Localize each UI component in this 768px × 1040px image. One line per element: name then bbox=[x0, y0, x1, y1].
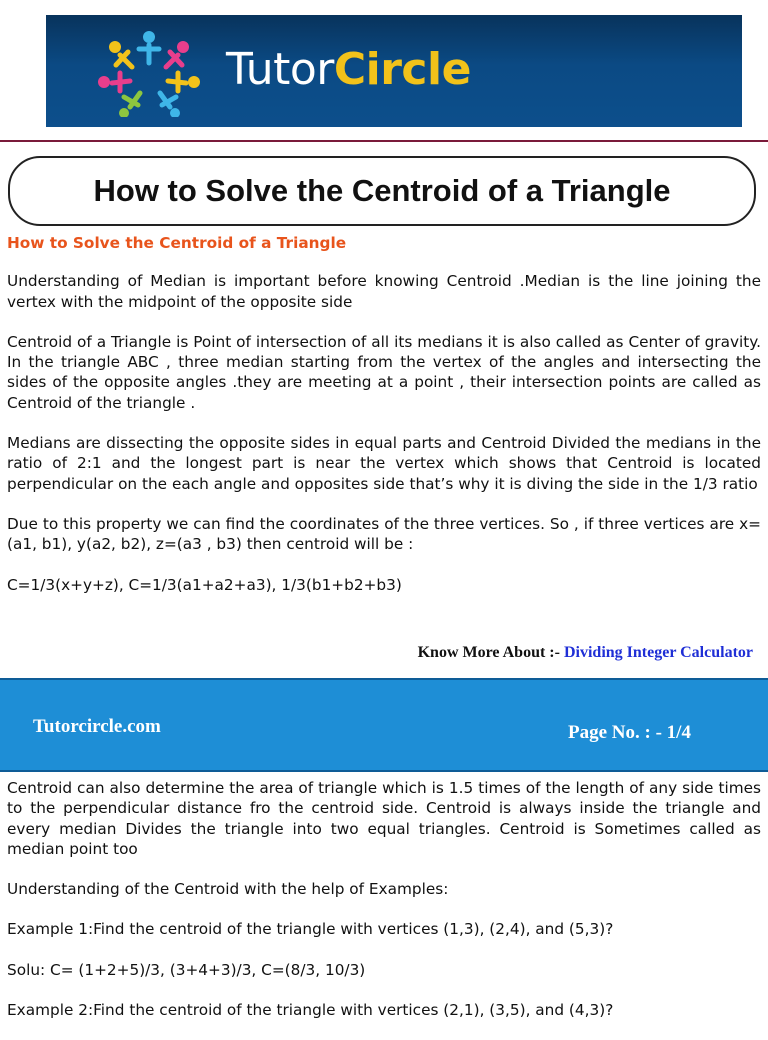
example-1: Example 1:Find the centroid of the triangle with vertices (1,3), (2,4), and (5,3)? bbox=[7, 920, 614, 939]
paragraph-area: Centroid can also determine the area of triangle which is 1.5 times of the length of any side times to the perpendicular distance fro the centroid side. Centroid is always inside the triangle and every median Divides the triangle into two equal triangles. Centroid is Sometimes called as median point too bbox=[7, 779, 761, 858]
centroid-formula: C=1/3(x+y+z), C=1/3(a1+a2+a3), 1/3(b1+b2+b3) bbox=[7, 575, 402, 594]
footer-site-name: Tutorcircle.com bbox=[33, 716, 161, 737]
section-subheading: How to Solve the Centroid of a Triangle bbox=[7, 234, 347, 252]
paragraph-median-ratio: Medians are dissecting the opposite sides in equal parts and Centroid Divided the medians in the ratio of 2:1 and the longest part is near the vertex which shows that Centroid is located perpendicular on the each angle and opposites side that’s why it is diving the side in the 1/3 ratio bbox=[7, 434, 761, 493]
know-more-link[interactable]: Dividing Integer Calculator bbox=[563, 644, 753, 661]
paragraph-centroid-definition: Centroid of a Triangle is Point of intersection of all its medians it is also called as Center of gravity. In the triangle ABC , three median starting from the vertex of the angles and intersecting the sides of the opposite angles .they are meeting at a point , their intersection points are called as Centroid of the triangle . bbox=[7, 332, 761, 412]
brand-name-part2: Circle bbox=[333, 44, 471, 95]
section-two bbox=[7, 778, 761, 1040]
example-2: Example 2:Find the centroid of the triangle with vertices (2,1), (3,5), and (4,3)? bbox=[7, 1001, 614, 1020]
brand-name-part1: Tutor bbox=[226, 44, 334, 95]
people-circle-logo-icon bbox=[82, 25, 216, 117]
paragraph-coordinates: Due to this property we can find the coordinates of the three vertices. So , if three vertices are x=(a1, b1), y(a2, b2), z=(a3 , b3) then centroid will be : bbox=[7, 514, 761, 554]
footer-bar bbox=[0, 678, 768, 772]
header-divider bbox=[0, 140, 768, 142]
know-more-line bbox=[0, 644, 753, 662]
page-title: How to Solve the Centroid of a Triangle bbox=[93, 173, 671, 208]
paragraph-examples-intro: Understanding of the Centroid with the help of Examples: bbox=[7, 880, 449, 899]
example-1-solution: Solu: C= (1+2+5)/3, (3+4+3)/3, C=(8/3, 10/3) bbox=[7, 960, 366, 979]
header-banner bbox=[46, 15, 742, 127]
brand-name bbox=[226, 45, 471, 95]
footer-page-number: Page No. : - 1/4 bbox=[568, 722, 691, 743]
paragraph-median: Understanding of Median is important before knowing Centroid .Median is the line joining the vertex with the midpoint of the opposite side bbox=[7, 272, 761, 311]
title-box bbox=[8, 156, 756, 226]
section-one bbox=[7, 233, 761, 615]
know-more-label: Know More About :- bbox=[417, 644, 564, 661]
